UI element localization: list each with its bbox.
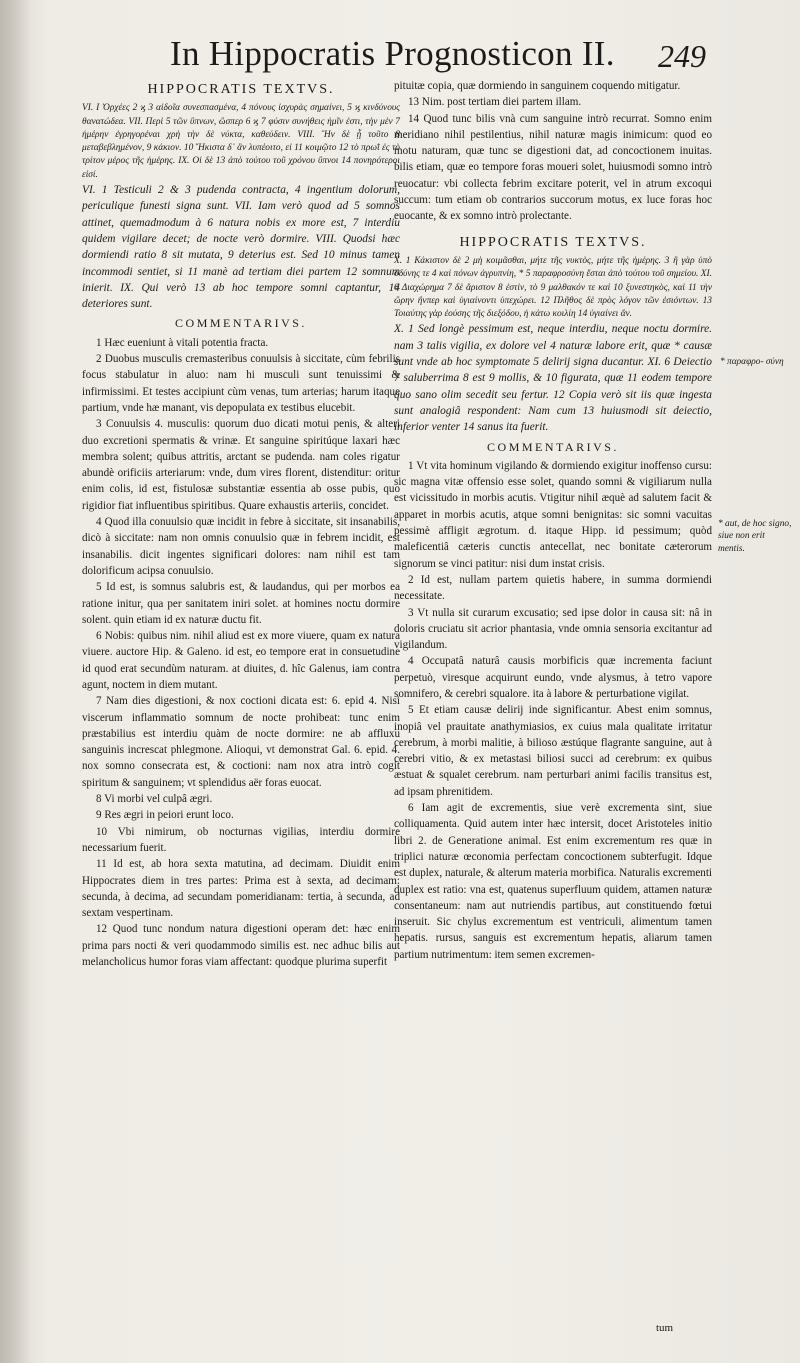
commentary-heading: COMMENTARIVS.: [175, 316, 307, 331]
commentary-paragraph: 9 Res ægri in peiori erunt loco.: [96, 809, 234, 822]
text-heading: HIPPOCRATIS TEXTVS.: [459, 234, 647, 250]
page-number: 249: [658, 38, 706, 74]
page-header: [150, 30, 720, 80]
commentary-paragraph: 4 Occupatâ naturâ causis morbificis quæ incrementa faciunt perpetuò, viresque acquirunt eundo, vnde alysmus, à tetro vapore somnifero, & cerebri squalore. ita à labore & perturbatione vigilat.: [394, 655, 712, 700]
commentary-heading: COMMENTARIVS.: [487, 439, 619, 454]
greek-text: VI. I Ὀρχέες 2 ϗ 3 αἰδοῖα συνεσπασμένα, 4 πόνους ἰσχυρὰς σημαίνει, 5 ϗ κινδύνους θανατώδεα. VII. Περὶ 5 τῶν ὕπνων, ὥσπερ 6 ϗ 7 φύσιν συνήθεις ἡμῖν ἐστι, τὴν μὲν 7 ἡμέρην ἐγρηγορέναι χρὴ τὴν δὲ νύκτα, καθεύδειν. VIII. Ἢν δὲ ᾖ τοῦτο 8 μεταβεβλημένον, 9 κάκιον. 10 Ἥκιστα δ᾽ ἂν λυπέοιτο, εἰ 11 κοιμῷτο 12 τὸ πρωῒ ἐς τὸ τρίτον μέρος τῆς ἡμέρης. IX. Οἱ δὲ 13 ἀπὸ τούτου τοῦ χρόνου ὕπνοι 14 πονηρότεροι εἰσί.: [82, 103, 400, 180]
commentary-paragraph: 10 Vbi nimirum, ob nocturnas vigilias, interdiu dormire necessarium fuerit.: [82, 825, 400, 854]
commentary-paragraph: 2 Duobus musculis cremasteribus conuulsis à siccitate, cùm febrilis focus stabulatur in aluo: nam hi musculi sunt tenuissimi & infirmissimi. Et testes accipiunt cùm venas, tum arterias; harum itaque partium, vnde hæ manant, vis depopulata ex testibus elucebit.: [82, 353, 400, 414]
commentary-paragraph: 1 Hæc eueniunt à vitali potentia fracta.: [96, 336, 269, 349]
greek-text: X. 1 Κάκιστον δὲ 2 μὴ κοιμᾶσθαι, μήτε τῆς νυκτὸς, μήτε τῆς ἡμέρης. 3 ἢ γὰρ ὑπὸ ὀδύνης τε 4 καὶ πόνων ἀγρυπνίη, * 5 παραφροσύνη ἔσται ἀπὸ τούτου τοῦ σημείου. XI. 6 Διαχώρημα 7 δὲ ἄριστον 8 ἐστὶν, τὸ 9 μαλθακόν τε καὶ 10 ξυνεστηκὸς, καὶ 11 τὴν ὥρην ἥνπερ καὶ ὑγιαίνοντι ὑπεχώρει. 12 Πλῆθος δὲ πρὸς λόγον τῶν ἐσιόντων. 13 Τοιαύτης γὰρ ἐούσης τῆς διεξόδου, ἡ κάτω κοιλίη 14 ὑγιαίνει ἄν.: [394, 255, 712, 320]
commentary-paragraph: 4 Quod illa conuulsio quæ incidit in febre à siccitate, sit insanabilis, dicò à siccitate: nam non omnis conuulsio quæ in febrem incidit, est insanabilis. dicit ingentes significari dolores: nam nihil est tam dolorificum acipsa conuulsio.: [82, 516, 400, 577]
commentary-paragraph: 7 Nam dies digestioni, & nox coctioni dicata est: 6. epid 4. Nisi viscerum inflammatio somnum de nocte prohibeat: tunc enim præstabilius est interdiu quàm de nocte dormire: ne ab affluxu sanguinis increscat phlegmone. Alioqui, vt demonstrat Gal. 6. epid. 4. nox somno consecrata est, & coctioni: nam nox atra intrò cogit spiritum & sanguinem; vt splendidus aër foras euocat.: [82, 695, 400, 789]
commentary-paragraph: 3 Vt nulla sit curarum excusatio; sed ipse dolor in causa sit: nâ in doloris cruciatu sit acrior phantasia, vnde omnia sensoria excitantur ad vigilandum.: [394, 606, 712, 652]
commentary-paragraph: 5 Et etiam causæ delirij inde significantur. Abest enim somnus, inopiâ vel prauitate anathymiasios, ex cuius mala qualitate irritatur cerebrum, à morbi malitie, à bilioso æstúque flagrante sanguine, aut à cerebri vitio, & ex metastasi biliosi succi ad cerebrum: ex quibus æstuat & squalet cerebrum. nam perturbari animi facilis transitus est, ad ipsam phrenitidem.: [394, 704, 712, 798]
commentary-paragraph: 2 Id est, nullam partem quietis habere, in summa dormiendi necessitate.: [394, 573, 712, 603]
commentary-paragraph: pituitæ copia, quæ dormiendo in sanguinem coquendo mitigatur.: [394, 80, 681, 92]
margin-note: * παραφρο- σύνη: [720, 357, 784, 367]
running-title: In Hippocratis Prognosticon II.: [170, 34, 615, 73]
commentary-paragraph: 6 Nobis: quibus nim. nihil aliud est ex more viuere, quam ex natura viuere. auctore Hip. & Galeno. id est, eo tempore erat in consuetudine id quod erat secundùm naturam. at diuites, d. hîc Galenus, iam contra agunt, noctem in diem mutant.: [82, 630, 400, 691]
left-column: [82, 78, 400, 970]
commentary-paragraph: 6 Iam agit de excrementis, siue verè excrementa sint, siue colliquamenta. Quid autem inter hæc intersit, docet Aristoteles initio libri 2. de Generatione animal. Est enim excrementum res quæ in triplici naturæ œconomia perfectam concoctionem subterfugit. Idque est duplex, naturale, & alterum materia morbifica. Naturalis excrementi duplex est ratio: vna est, quatenus superfluum quidem, attamen naturæ consentaneum: nam aut nutriendis partibus, aut constituendo fœtui inseruit. Sic chylus excrementum est ventriculi, alimentum tamen hepatis. rursus, sanguis est excrementum hepatis, aliarum tamen partium nutrimentum: item semen excremen-: [394, 802, 712, 961]
commentary-paragraph: 14 Quod tunc bilis vnà cum sanguine intrò recurrat. Somno enim meridiano nihil pestilentius, nihil naturæ magis inimicum: quod eo motu naturam, quæ tunc se digestioni dat, ad concoctionem inuitas. bilis etiam, quæ eo tempore foras moueri solet, huiusmodi somno intrò reuocatur: vbi collecta febrim excitare poterit, vel in atrum excoqui succum: tum etiam ob contrarios succorum motus, ex luce foras hoc euocante, & ex somno intrò prolectante.: [394, 112, 712, 223]
commentary-paragraph: 11 Id est, ab hora sexta matutina, ad decimam. Diuidit enim Hippocrates diem in tres partes: Prima est à sexta, ad decimam: secunda, à decima, ad secundam pomeridianam: tertia, à secunda, ad sextam vespertinam.: [82, 858, 400, 920]
page-gutter: [0, 0, 30, 1363]
margin-note: * aut, de hoc signo, siue non erit mentis.: [718, 519, 792, 554]
commentary-paragraph: 3 Conuulsis 4. musculis: quorum duo dicati motui penis, & alteri duo excretioni spermatis & vrinæ. Et sanguine spiritúque laxari hæc membra solent; quibus attritis, arctant se pudenda. nam coles rigatur abundè orificiis arteriarum: vnde, dum vires florent, distenditur: oritur enim colis, id est, fistulosæ substantiæ essentia ab osse pubis, quo rigidior fiat influentibus spiritibus. Quare exhaustis arteriis, concidet.: [82, 418, 400, 512]
catchword: tum: [656, 1322, 674, 1334]
text-heading: HIPPOCRATIS TEXTVS.: [147, 82, 335, 97]
commentary-paragraph: 13 Nim. post tertiam diei partem illam.: [408, 96, 582, 109]
commentary-paragraph: 1 Vt vita hominum vigilando & dormiendo exigitur inoffenso cursu: sic magna vitæ offensio esse solet, quando somni & vigiliarum nulla est vicissitudo in morbis acutis. Vtigitur nihil æquè ad salutem facit & apparet in morbis acutis, atque somni benignitas: sic somni vacuitas pessimè affligit ægrotum. d. itaque Hipp. id pessimum; quòd maleficentiâ cæteris cunctis antecellat, nec bonitate cæterorum signorum se vinci patitur: nisi dum instat crisis.: [394, 459, 712, 570]
right-column: [394, 78, 712, 963]
commentary-paragraph: 12 Quod tunc nondum natura digestioni operam det: hæc enim prima pars nocti & veri quodammodo similis est. nec adhuc bilis aut melancholicus humor foras viam affectant: quodque plurima superfit: [82, 923, 400, 969]
latin-translation: X. 1 Sed longè pessimum est, neque interdiu, neque noctu dormire. nam 3 talis vigilia, ex dolore vel 4 naturæ labore erit, quæ * causæ sunt vnde ab hoc symptomate 5 delirij signa ducantur. XI. 6 Deiectio 7 saluberrima 8 est 9 mollis, & 10 figurata, quæ 11 eodem tempore quo sano olim secedit seu fertur. 12 Copia verò sit iis quæ ingesta sunt analogiâ respondent: Nam cum 13 huiusmodi sit deiectio, inferior venter 14 sanus ita fuerit.: [394, 323, 712, 434]
commentary-paragraph: 5 Id est, is somnus salubris est, & laudandus, qui per morbos ea ratione initur, qua per sanitatem iniri solet. at homines noctu dormire solent. quin etiam id ex naturæ ductu fit.: [82, 581, 400, 626]
latin-translation: VI. 1 Testiculi 2 & 3 pudenda contracta, 4 ingentium dolorum, periculique funesti signa sunt. VII. Iam verò quod ad 5 somnos attinet, quemadmodum à 6 natura nobis ex more est, 7 interdiu quidem vigilare decet; de nocte verò dormire. VIII. Quodsi hæc dormiendi ratio 8 sit mutata, 9 deterius est. Sed 10 minus tamen incommodi sentiet, si 11 manè ad tertiam diei partem 12 somnum inierit. IX. Qui verò 13 ab hoc tempore somni captantur, 14 deteriores sunt.: [82, 184, 400, 311]
commentary-paragraph: 8 Vi morbi vel culpâ ægri.: [96, 793, 213, 806]
